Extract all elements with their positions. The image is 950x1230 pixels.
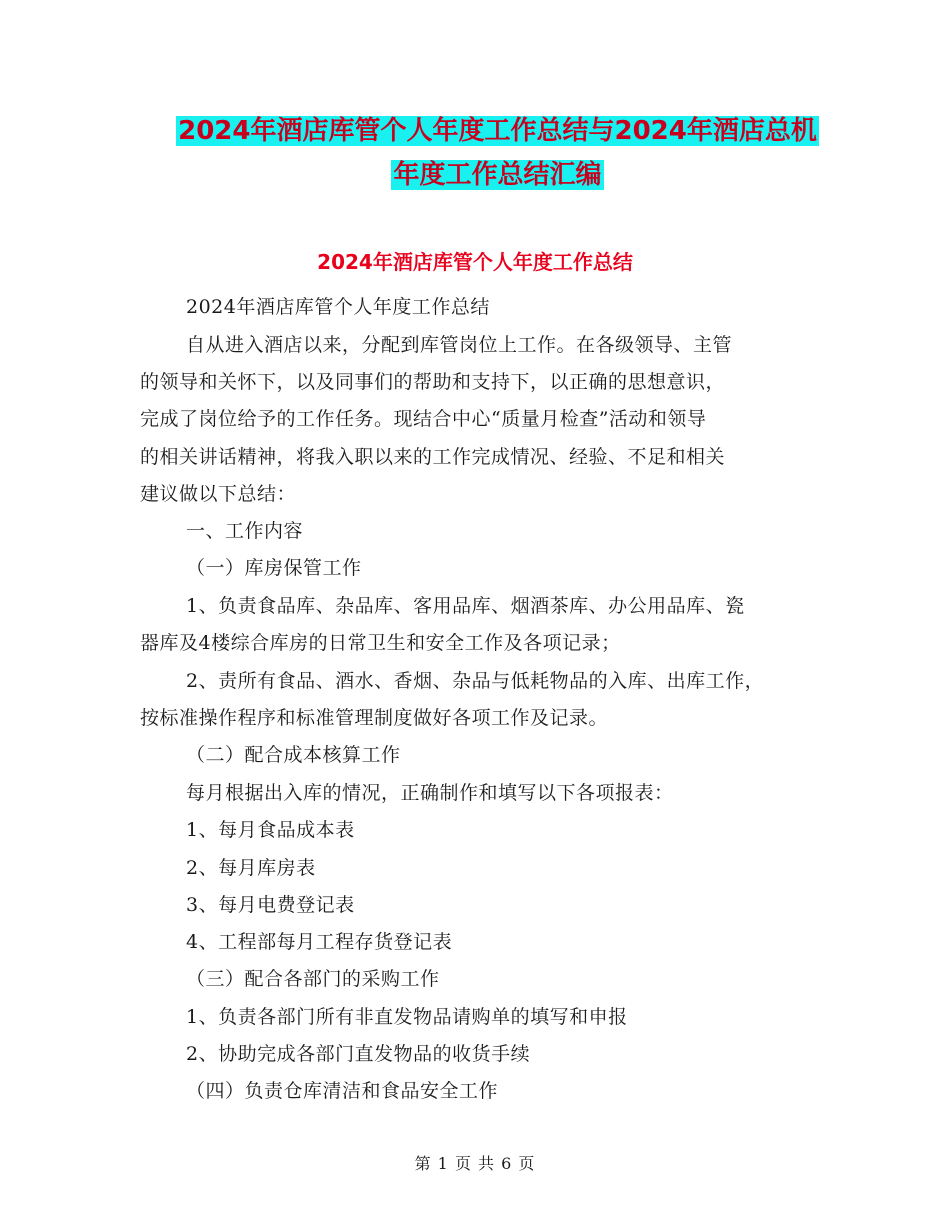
body-line: （一）库房保管工作 [186,557,362,579]
body-line: 每月根据出入库的情况，正确制作和填写以下各项报表： [186,782,674,804]
body-line: （三）配合各部门的采购工作 [186,968,440,990]
body-line: 1、每月食品成本表 [186,819,355,841]
body-line: 自从进入酒店以来，分配到库管岗位上工作。在各级领导、主管 [186,334,733,356]
body-line: 的领导和关怀下，以及同事们的帮助和支持下，以正确的思想意识， [140,371,726,393]
body-line: 器库及4楼综合库房的日常卫生和安全工作及各项记录； [140,632,621,654]
body-line: 2、协助完成各部门直发物品的收货手续 [186,1043,531,1065]
body-line: 1、负责食品库、杂品库、客用品库、烟酒茶库、办公用品库、瓷 [186,595,745,617]
body-line: 按标准操作程序和标准管理制度做好各项工作及记录。 [140,707,609,729]
body-line: 的相关讲话精神，将我入职以来的工作完成情况、经验、不足和相关 [140,446,726,468]
body-line: 1、负责各部门所有非直发物品请购单的填写和申报 [186,1006,628,1028]
body-line: 2、每月库房表 [186,857,316,879]
section-title: 2024年酒店库管个人年度工作总结 [317,250,633,274]
page-number-footer: 第 1 页 共 6 页 [414,1154,536,1173]
body-line: 建议做以下总结： [140,483,297,505]
body-line: 完成了岗位给予的工作任务。现结合中心“质量月检查”活动和领导 [140,408,707,430]
body-line: 4、工程部每月工程存货登记表 [186,931,453,953]
document-title-line-2: 年度工作总结汇编 [393,160,602,190]
body-line: 2024年酒店库管个人年度工作总结 [186,296,490,318]
body-line: 一、工作内容 [186,520,304,542]
document-title-line-1: 2024年酒店库管个人年度工作总结与2024年酒店总机 [178,116,817,146]
body-line: 3、每月电费登记表 [186,894,355,916]
body-line: 2、责所有食品、酒水、香烟、杂品与低耗物品的入库、出库工作， [186,670,765,692]
body-line: （四）负责仓库清洁和食品安全工作 [186,1080,499,1102]
body-line: （二）配合成本核算工作 [186,744,401,766]
